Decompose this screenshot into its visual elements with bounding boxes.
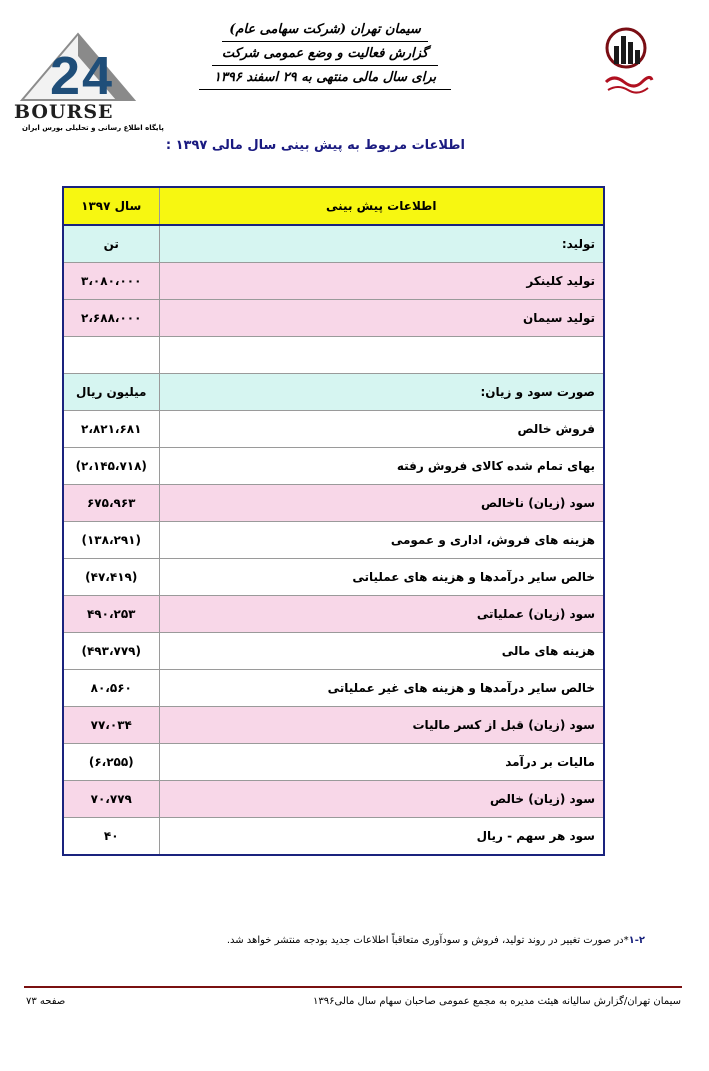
row-value: تن	[63, 225, 159, 263]
row-value: ۲،۶۸۸،۰۰۰	[63, 300, 159, 337]
table-row	[63, 374, 604, 411]
table-row	[63, 448, 604, 485]
row-label	[159, 337, 604, 374]
row-value	[63, 337, 159, 374]
row-label: سود هر سهم - ریال	[159, 818, 604, 856]
table-row	[63, 263, 604, 300]
tehran-cement-logo	[602, 24, 654, 102]
footer-divider	[24, 986, 682, 988]
row-label: تولید کلینکر	[159, 263, 604, 300]
table-row	[63, 670, 604, 707]
table-header-row	[63, 187, 604, 225]
table-row	[63, 818, 604, 856]
footnote-number: ۱-۲	[628, 935, 645, 946]
forecast-subtitle: اطلاعات مربوط به پیش بینی سال مالی ۱۳۹۷ :	[165, 138, 465, 153]
row-label: تولید سیمان	[159, 300, 604, 337]
bourse-caption: پایگاه اطلاع رسانی و تحلیلی بورس ایران	[22, 124, 164, 132]
row-label: سود (زیان) عملیاتی	[159, 596, 604, 633]
row-label: خالص سایر درآمدها و هزینه های عملیاتی	[159, 559, 604, 596]
forecast-table	[62, 186, 605, 856]
row-label: مالیات بر درآمد	[159, 744, 604, 781]
table-row-spacer	[63, 337, 604, 374]
table-row	[63, 781, 604, 818]
row-label: تولید:	[159, 225, 604, 263]
table-row	[63, 559, 604, 596]
table-row	[63, 707, 604, 744]
bourse-mark-icon	[12, 28, 162, 108]
row-label: بهای تمام شده کالای فروش رفته	[159, 448, 604, 485]
table-row	[63, 596, 604, 633]
row-label: خالص سایر درآمدها و هزینه های غیر عملیاتی	[159, 670, 604, 707]
report-title: گزارش فعالیت و وضع عمومی شرکت	[212, 44, 438, 66]
row-value: ۷۰،۷۷۹	[63, 781, 159, 818]
row-value: ۲،۸۲۱،۶۸۱	[63, 411, 159, 448]
row-value: (۶،۲۵۵)	[63, 744, 159, 781]
header-year: سال ۱۳۹۷	[63, 187, 159, 225]
table-row	[63, 225, 604, 263]
row-value: ۸۰،۵۶۰	[63, 670, 159, 707]
footer-report-title: سیمان تهران/گزارش سالیانه هیئت مدیره به مجمع عمومی صاحبان سهام سال مالی۱۳۹۶	[313, 996, 681, 1007]
row-label: فروش خالص	[159, 411, 604, 448]
row-value: (۴۹۳،۷۷۹)	[63, 633, 159, 670]
row-value: ۳،۰۸۰،۰۰۰	[63, 263, 159, 300]
table-row	[63, 522, 604, 559]
row-value: ۷۷،۰۳۴	[63, 707, 159, 744]
row-label: هزینه های فروش، اداری و عمومی	[159, 522, 604, 559]
svg-text:2: 2	[50, 46, 81, 106]
header-label: اطلاعات پیش بینی	[159, 187, 604, 225]
table-row	[63, 411, 604, 448]
page-number: صفحه ۷۳	[26, 996, 66, 1007]
row-value: (۱۳۸،۲۹۱)	[63, 522, 159, 559]
forecast-footnote	[227, 935, 645, 946]
row-label: سود (زیان) خالص	[159, 781, 604, 818]
table-row	[63, 300, 604, 337]
row-value: ۶۷۵،۹۶۳	[63, 485, 159, 522]
row-value: ۴۰	[63, 818, 159, 856]
report-period: برای سال مالی منتهی به ۲۹ اسفند ۱۳۹۶	[199, 68, 451, 90]
table-row	[63, 744, 604, 781]
row-label: هزینه های مالی	[159, 633, 604, 670]
row-value: ۴۹۰،۲۵۳	[63, 596, 159, 633]
document-header	[180, 20, 470, 92]
footnote-text: *در صورت تغییر در روند تولید، فروش و سودآوری متعاقباً اطلاعات جدید بودجه منتشر خواهد شد.	[226, 935, 629, 946]
svg-text:4: 4	[82, 46, 113, 106]
row-label: صورت سود و زیان:	[159, 374, 604, 411]
row-value: (۴۷،۴۱۹)	[63, 559, 159, 596]
row-label: سود (زیان) قبل از کسر مالیات	[159, 707, 604, 744]
row-value: (۲،۱۴۵،۷۱۸)	[63, 448, 159, 485]
table-row	[63, 485, 604, 522]
company-name: سیمان تهران (شرکت سهامی عام)	[222, 20, 428, 42]
factory-icon	[602, 24, 654, 102]
row-label: سود (زیان) ناخالص	[159, 485, 604, 522]
table-row	[63, 633, 604, 670]
bourse-wordmark: BOURSE	[14, 101, 114, 123]
row-value: میلیون ریال	[63, 374, 159, 411]
